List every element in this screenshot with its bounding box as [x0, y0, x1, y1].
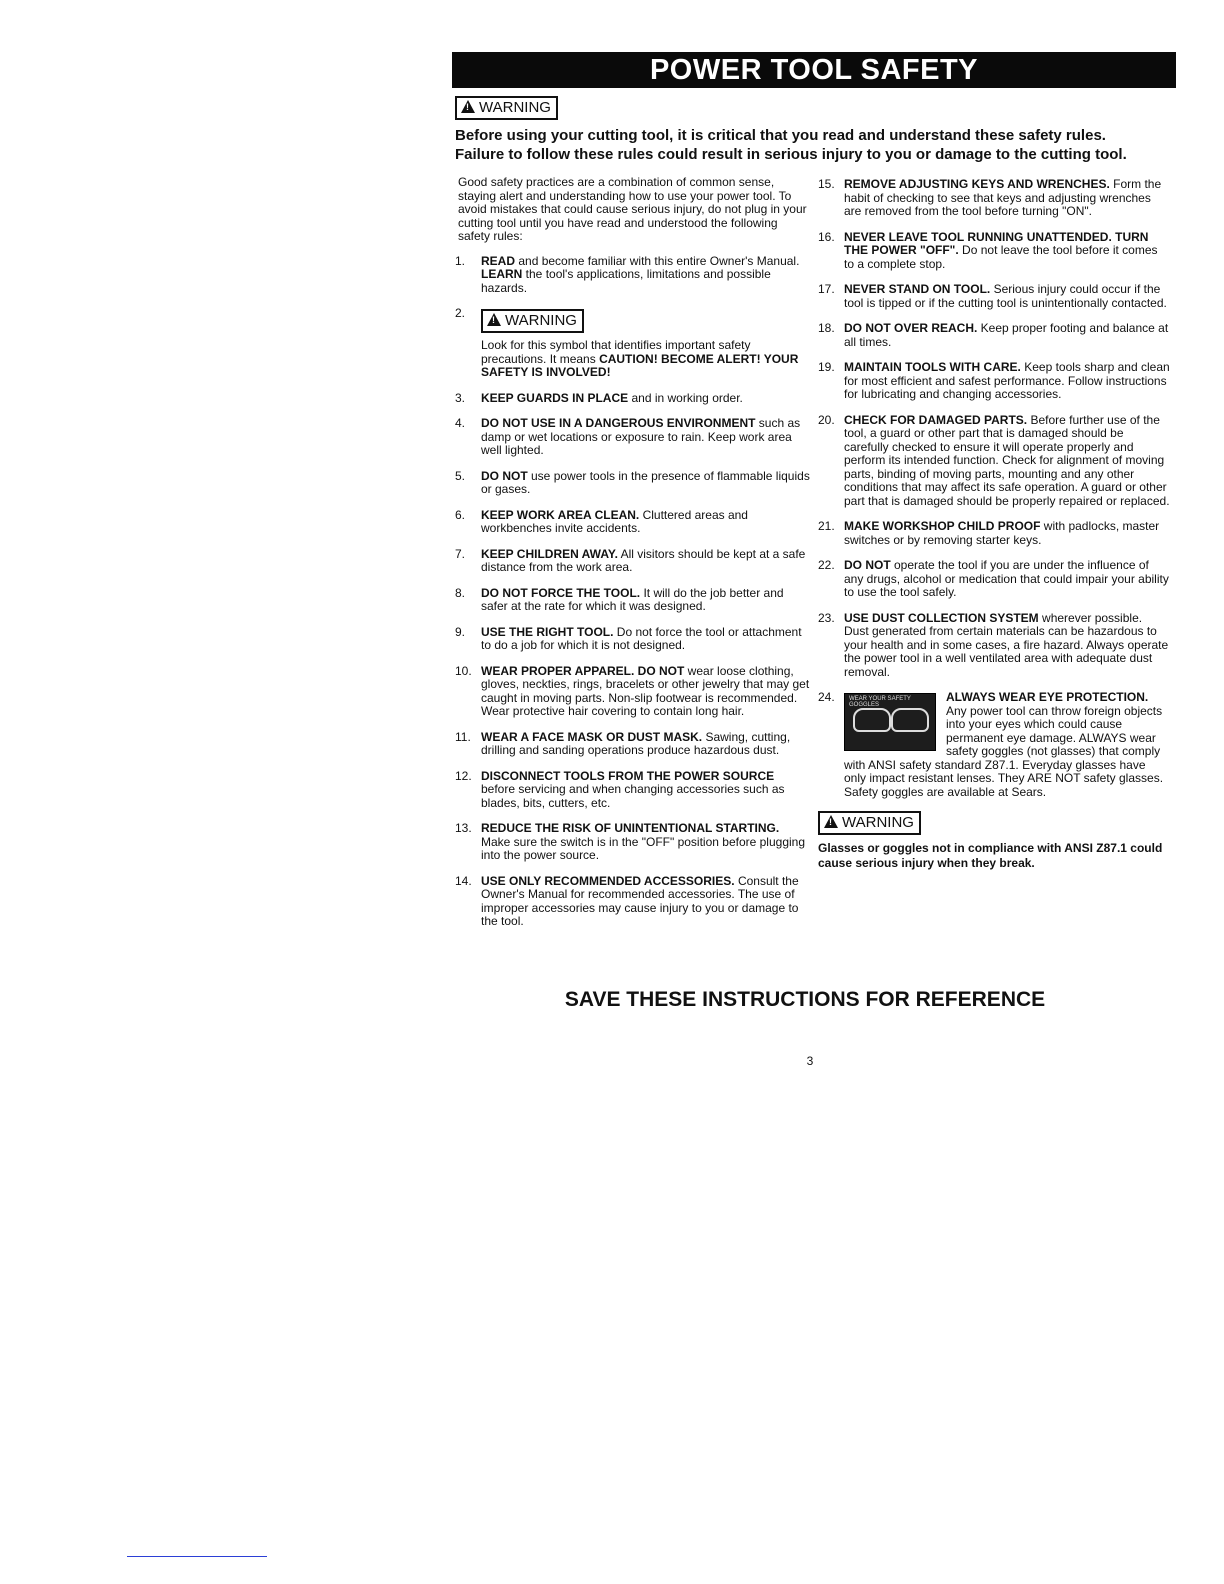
list-item: 5. DO NOT use power tools in the presence of flammable liquids or gases. — [455, 468, 810, 496]
list-item: 9. USE THE RIGHT TOOL. Do not force the tool or attachment to do a job for which it is not designed. — [455, 624, 802, 652]
list-item: 19. MAINTAIN TOOLS WITH CARE. Keep tools sharp and clean for most efficient and safest performance. Follow instructions for lubricating and changing accessories. — [818, 360, 1170, 401]
list-item: 10. WEAR PROPER APPAREL. DO NOT wear loose clothing, gloves, neckties, rings, bracelets or other jewelry that may get caught in moving parts. Non-slip footwear is recommended. Wear protective hair covering to contain long hair. — [455, 663, 810, 718]
list-item — [455, 307, 810, 380]
left-column — [455, 176, 810, 941]
item-text: ! WARNING Look for this symbol that identifies important safety precautions. It means CAUTION! BECOME ALERT! YOUR SAFETY IS INVOLVED! — [481, 307, 810, 380]
list-item: 13. REDUCE THE RISK OF UNINTENTIONAL STARTING. Make sure the switch is in the "OFF" position before plugging into the power source. — [455, 821, 806, 862]
intro-bold-line: Before using your cutting tool, it is critical that you read and understand these safety rules. — [455, 127, 1106, 144]
list-item: 22. DO NOT operate the tool if you are under the influence of any drugs, alcohol or medication that could impair your ability to use the tool safely. — [818, 558, 1169, 599]
page-number: 3 — [806, 1054, 814, 1068]
list-item: 17. NEVER STAND ON TOOL. Serious injury could occur if the tool is tipped or if the cutting tool is unintentionally contacted. — [818, 282, 1167, 310]
list-item: 6. KEEP WORK AREA CLEAN. Cluttered areas and workbenches invite accidents. — [455, 507, 748, 535]
list-item: 16. NEVER LEAVE TOOL RUNNING UNATTENDED. TURN THE POWER "OFF". Do not leave the tool before it comes to a complete stop. — [818, 229, 1158, 271]
list-item: 12. DISCONNECT TOOLS FROM THE POWER SOURCE before servicing and when changing accessories such as blades, bits, cutters, etc. — [455, 768, 785, 810]
list-item: 11. WEAR A FACE MASK OR DUST MASK. Sawing, cutting, drilling and sanding operations produce hazardous dust. — [455, 729, 791, 757]
warning-triangle-icon — [461, 100, 475, 113]
list-item: 4. DO NOT USE IN A DANGEROUS ENVIRONMENT such as damp or wet locations or exposure to rain. Keep work area well lighted. — [455, 416, 801, 457]
list-item: 21. MAKE WORKSHOP CHILD PROOF with padlocks, master switches or by removing starter keys. — [818, 519, 1160, 547]
item-number: 2. — [455, 306, 466, 320]
warning-badge — [455, 96, 558, 120]
save-instructions-heading: SAVE THESE INSTRUCTIONS FOR REFERENCE — [564, 988, 1046, 1011]
intro-bold-text — [455, 126, 1195, 164]
list-item: 3. KEEP GUARDS IN PLACE and in working order. — [455, 390, 743, 405]
page-title: POWER TOOL SAFETY — [452, 52, 1176, 88]
list-item: 7. KEEP CHILDREN AWAY. All visitors should be kept at a safe distance from the work area. — [455, 546, 806, 574]
list-item: 23. USE DUST COLLECTION SYSTEM wherever possible. Dust generated from certain materials can be hazardous to your health and in some cases, a fire hazard. Always operate the power tool in a well ventilated area with adequate dust removal. — [818, 610, 1169, 679]
list-item: 8. DO NOT FORCE THE TOOL. It will do the job better and safer at the rate for which it was designed. — [455, 585, 784, 613]
list-item: 14. USE ONLY RECOMMENDED ACCESSORIES. Consult the Owner's Manual for recommended accessories. The use of improper accessories may cause injury to you or damage to the tool. — [455, 873, 799, 928]
safety-goggles-image — [844, 693, 936, 751]
footer-rule — [127, 1556, 267, 1557]
warning-triangle-icon — [824, 815, 838, 828]
list-item — [455, 255, 810, 296]
goggles-label: WEAR YOUR SAFETY GOGGLES — [849, 696, 911, 708]
intro-paragraph: Good safety practices are a combination of common sense, staying alert and understanding how to use your power tool. To avoid mistakes that could cause serious injury, do not plug in your cutting tool until you have read and understood the following safety rules: — [458, 175, 807, 243]
item-number: 1. — [455, 253, 466, 268]
list-item: 24. ALWAYS WEAR EYE PROTECTION. WEAR YOUR SAFETY GOGGLES Any power tool can throw foreign objects into your eyes which could cause permanent eye damage. ALWAYS wear safety goggles (not glasses) that comply with ANSI safety standard Z87.1. Everyday glasses have only impact resistant lenses. They ARE NOT safety glasses. Safety goggles are available at Sears. — [818, 690, 1164, 799]
goggles-warning-text: Glasses or goggles not in compliance with ANSI Z87.1 could cause serious injury when they break. — [818, 841, 1163, 870]
list-item: 18. DO NOT OVER REACH. Keep proper footing and balance at all times. — [818, 321, 1169, 349]
item-text: READ and become familiar with this entire Owner's Manual. LEARN the tool's applications, limitations and possible hazards. — [481, 253, 800, 295]
warning-badge: ! WARNING — [481, 309, 584, 333]
warning-label: WARNING — [479, 99, 551, 116]
warning-badge: !WARNING — [818, 811, 921, 835]
right-column — [818, 178, 1170, 871]
warning-triangle-icon — [487, 313, 501, 326]
list-item: 15. REMOVE ADJUSTING KEYS AND WRENCHES. Form the habit of checking to see that keys and adjusting wrenches are removed from the tool before turning "ON". — [818, 177, 1162, 218]
intro-bold-line: Failure to follow these rules could result in serious injury to you or damage to the cutting tool. — [455, 146, 1127, 163]
list-item: 20. CHECK FOR DAMAGED PARTS. Before further use of the tool, a guard or other part that is damaged should be carefully checked to ensure it will operate properly and perform its intended function. Check for alignment of moving parts, binding of moving parts, mounting and any other conditions that may affect its safe operation. A guard or other part that is damaged should be properly repaired or replaced. — [818, 412, 1170, 508]
